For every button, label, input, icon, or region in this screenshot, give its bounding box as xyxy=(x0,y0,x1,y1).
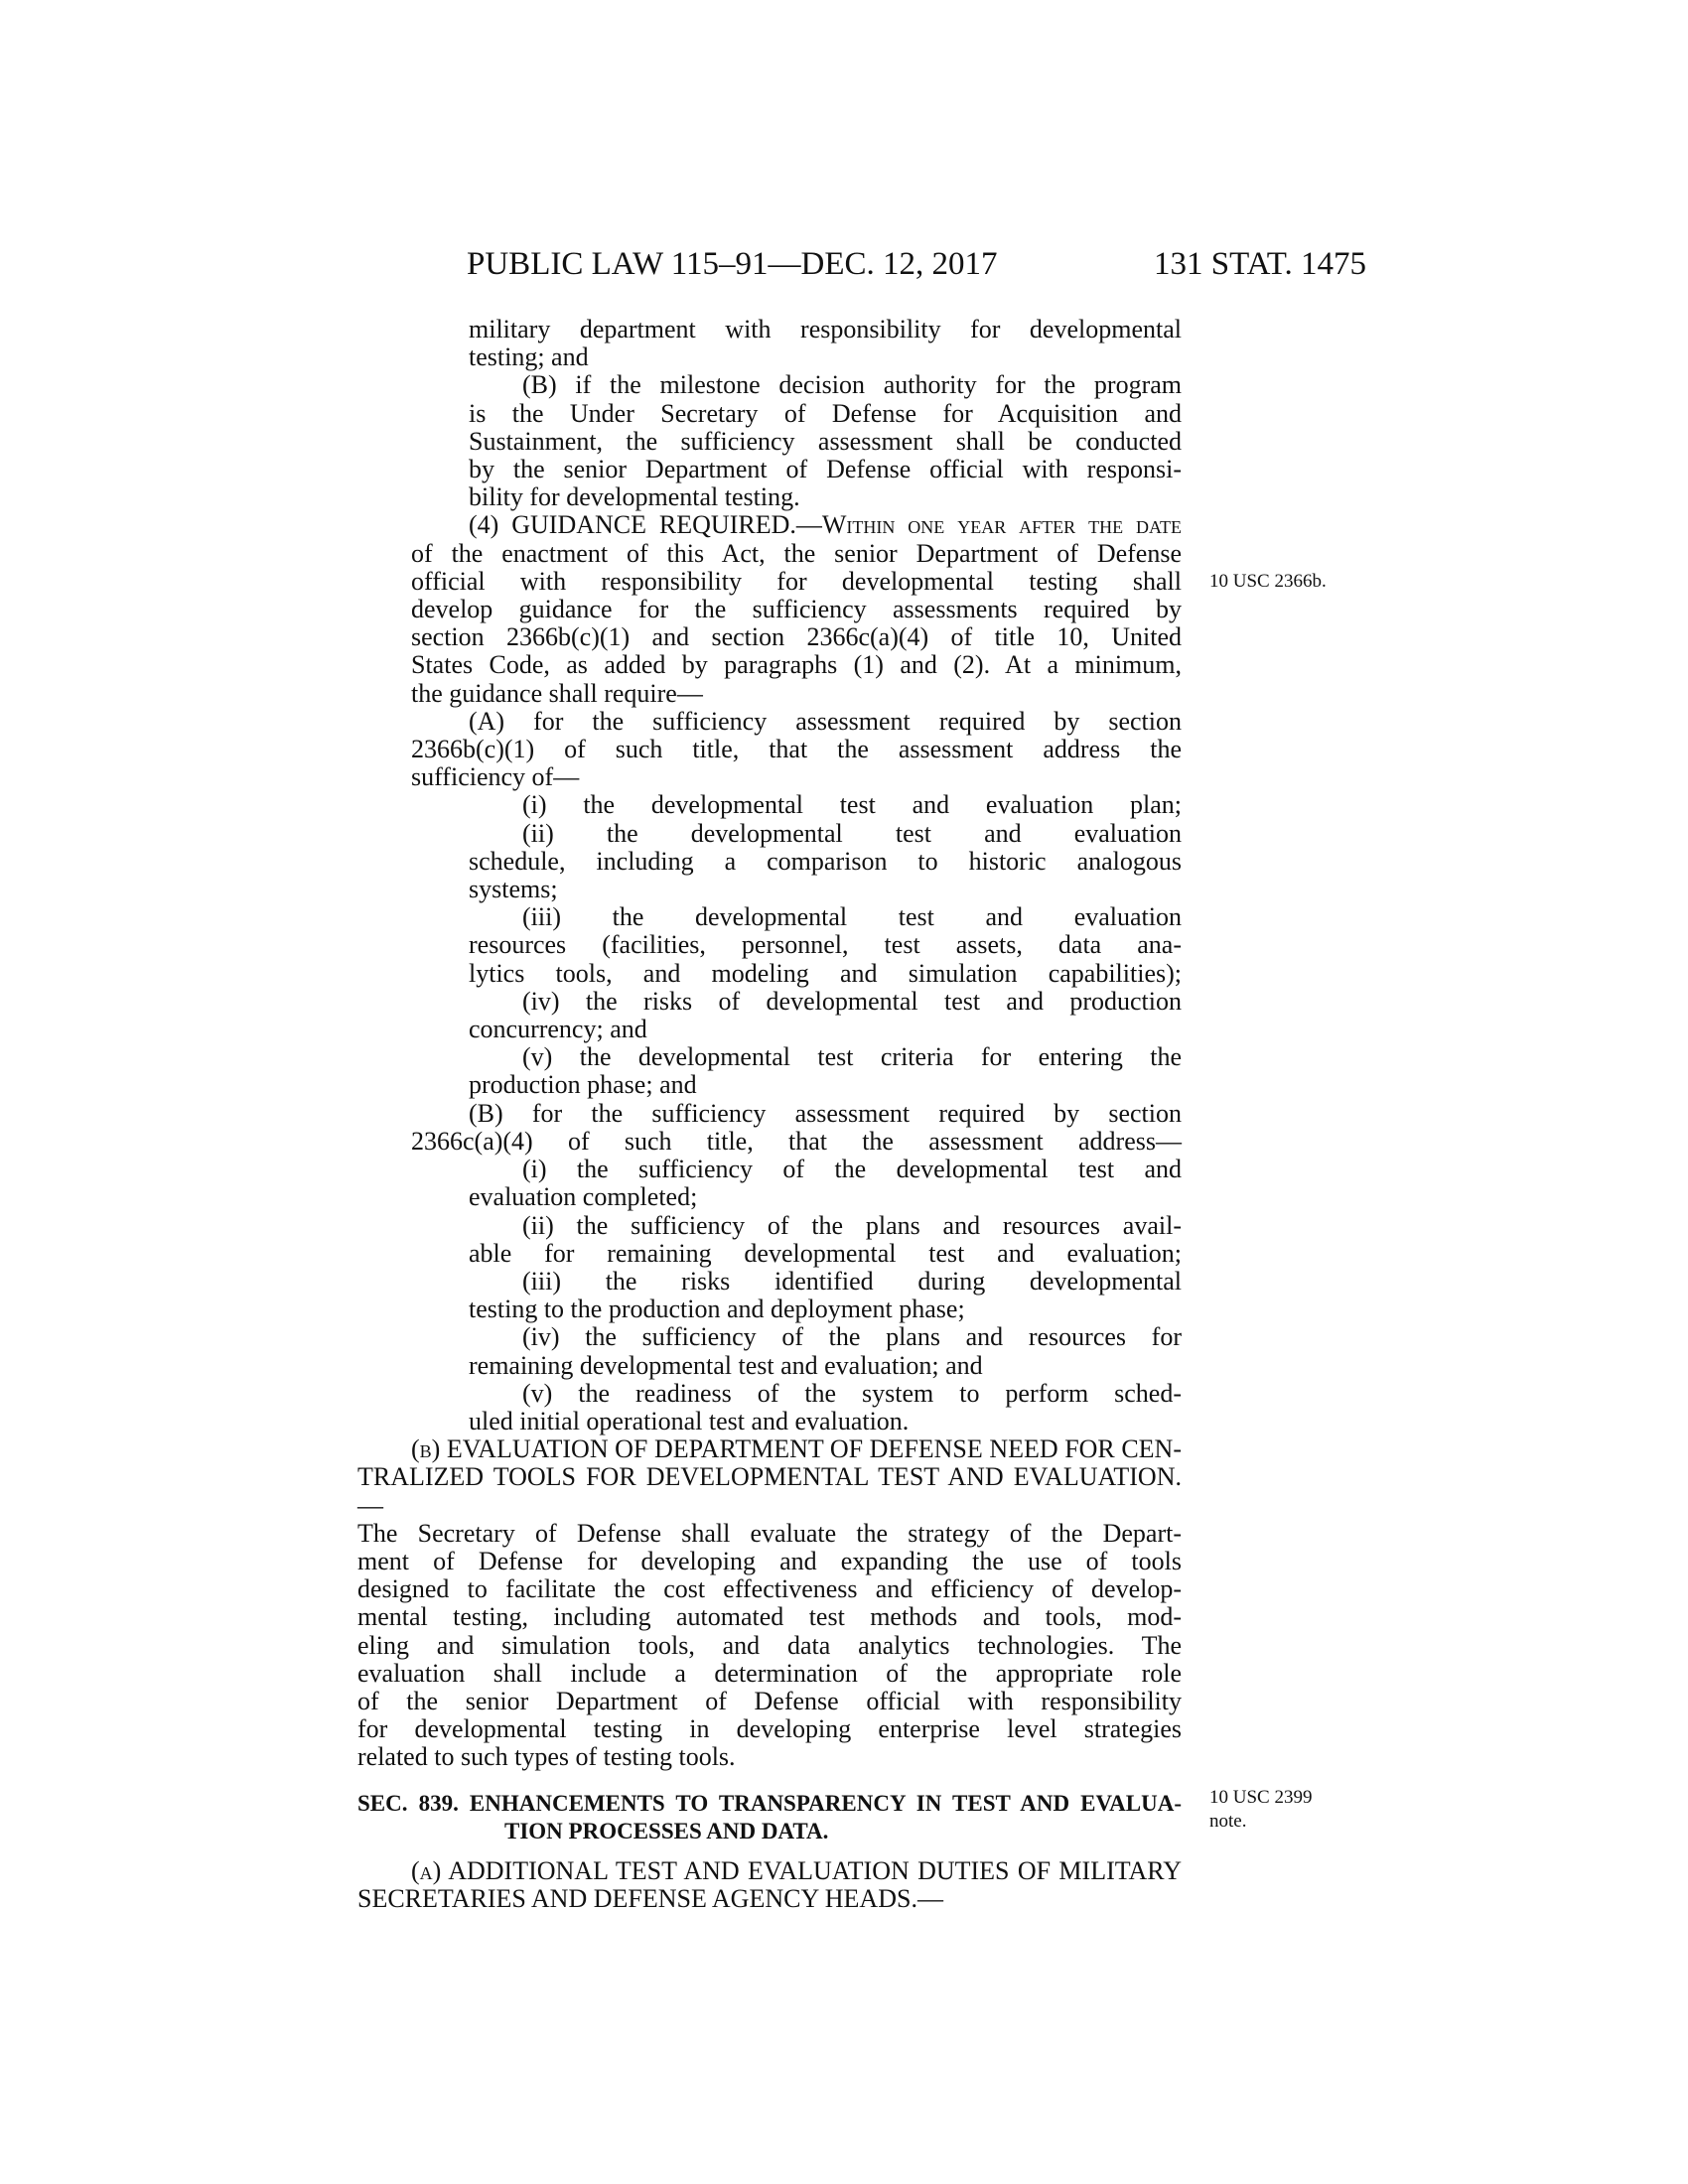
text-line: evaluation completed; xyxy=(469,1182,698,1212)
text-line: section 2366b(c)(1) and section 2366c(a)(4) of title 10, United xyxy=(411,622,1182,652)
text-line: uled initial operational test and evaluation. xyxy=(469,1406,910,1435)
text-line: military department with responsibility for developmental xyxy=(469,315,1182,343)
text-line: mental testing, including automated test methods and tools, mod- xyxy=(357,1602,1182,1632)
text-line: of the senior Department of Defense official with responsibility xyxy=(357,1686,1182,1715)
text-line: (iii) the developmental test and evaluation xyxy=(522,902,1182,932)
text-line: States Code, as added by paragraphs (1) and (2). At a minimum, xyxy=(411,650,1182,680)
text-line: (iv) the risks of developmental test and production xyxy=(522,986,1182,1016)
margin-note-usc-2399: 10 USC 2399 xyxy=(1209,1787,1313,1808)
subsection-heading-a-cont: SECRETARIES AND DEFENSE AGENCY HEADS.— xyxy=(357,1884,943,1914)
running-head-title: PUBLIC LAW 115–91—DEC. 12, 2017 xyxy=(467,246,998,282)
text-line: systems; xyxy=(469,875,558,904)
text-line: of the enactment of this Act, the senior Department of Defense xyxy=(411,538,1182,568)
running-head-stat-page: 131 STAT. 1475 xyxy=(1154,246,1367,282)
text-line: (ii) the sufficiency of the plans and resources avail- xyxy=(522,1210,1182,1240)
text-line: remaining developmental test and evaluation; and xyxy=(469,1350,983,1380)
text-line: (v) the developmental test criteria for entering the xyxy=(522,1042,1182,1072)
text-line: develop guidance for the sufficiency assessments required by xyxy=(411,595,1182,624)
text-line: related to such types of testing tools. xyxy=(357,1742,736,1772)
subsection-heading-b: (b) EVALUATION OF DEPARTMENT OF DEFENSE NEED FOR CEN- xyxy=(411,1434,1182,1464)
subsection-heading-a: (a) ADDITIONAL TEST AND EVALUATION DUTIES OF MILITARY xyxy=(411,1855,1182,1885)
text-line: official with responsibility for developmental testing shall xyxy=(411,566,1182,596)
text-line: ment of Defense for developing and expanding the use of tools xyxy=(357,1546,1182,1575)
margin-note-usc-2366b: 10 USC 2366b. xyxy=(1209,571,1327,592)
text-line: by the senior Department of Defense official with responsi- xyxy=(469,455,1182,484)
text-line: eling and simulation tools, and data analytics technologies. The xyxy=(357,1630,1182,1660)
text-line: testing to the production and deployment phase; xyxy=(469,1295,965,1324)
text-line: (iv) the sufficiency of the plans and resources for xyxy=(522,1322,1182,1352)
text-line: 2366c(a)(4) of such title, that the assessment address— xyxy=(411,1126,1182,1156)
section-heading-839: SEC. 839. ENHANCEMENTS TO TRANSPARENCY IN TEST AND EVALUA- xyxy=(357,1790,1182,1816)
text-line: (A) for the sufficiency assessment required by section xyxy=(469,706,1182,736)
text-line: (B) if the milestone decision authority for the program xyxy=(522,370,1182,400)
text-line: designed to facilitate the cost effectiveness and efficiency of develop- xyxy=(357,1574,1182,1604)
statute-body-text xyxy=(357,316,1182,1913)
text-line: The Secretary of Defense shall evaluate the strategy of the Depart- xyxy=(357,1518,1182,1548)
text-line: production phase; and xyxy=(469,1070,697,1100)
text-line: evaluation shall include a determination of the appropriate role xyxy=(357,1658,1182,1688)
text-line: schedule, including a comparison to historic analogous xyxy=(469,846,1182,876)
text-line: (iii) the risks identified during developmental xyxy=(522,1266,1182,1296)
text-line: for developmental testing in developing enterprise level strategies xyxy=(357,1714,1182,1744)
text-line: testing; and xyxy=(469,342,589,372)
paragraph-heading-guidance: (4) GUIDANCE REQUIRED.—Within one year after the date xyxy=(469,510,1182,540)
text-line: (ii) the developmental test and evaluation xyxy=(522,818,1182,848)
text-line: (i) the sufficiency of the developmental test and xyxy=(522,1155,1182,1184)
text-line: sufficiency of— xyxy=(411,762,580,792)
text-line: (i) the developmental test and evaluation plan; xyxy=(522,790,1182,820)
text-line: (B) for the sufficiency assessment required by section xyxy=(469,1098,1182,1128)
text-line: able for remaining developmental test and evaluation; xyxy=(469,1238,1182,1268)
text-line: concurrency; and xyxy=(469,1015,647,1044)
section-heading-839-cont: TION PROCESSES AND DATA. xyxy=(504,1818,829,1843)
text-line: is the Under Secretary of Defense for Acquisition and xyxy=(469,398,1182,428)
text-line: resources (facilities, personnel, test assets, data ana- xyxy=(469,930,1182,960)
subsection-heading-b-cont: TRALIZED TOOLS FOR DEVELOPMENTAL TEST AND EVALUATION.— xyxy=(357,1462,1182,1520)
text-line: lytics tools, and modeling and simulation capabilities); xyxy=(469,958,1182,988)
text-line: (v) the readiness of the system to perform sched- xyxy=(522,1378,1182,1408)
text-line: Sustainment, the sufficiency assessment shall be conducted xyxy=(469,426,1182,456)
margin-note-usc-2399-note: note. xyxy=(1209,1811,1247,1832)
text-line: 2366b(c)(1) of such title, that the assessment address the xyxy=(411,735,1182,764)
text-line: the guidance shall require— xyxy=(411,678,703,708)
text-line: bility for developmental testing. xyxy=(469,482,800,512)
